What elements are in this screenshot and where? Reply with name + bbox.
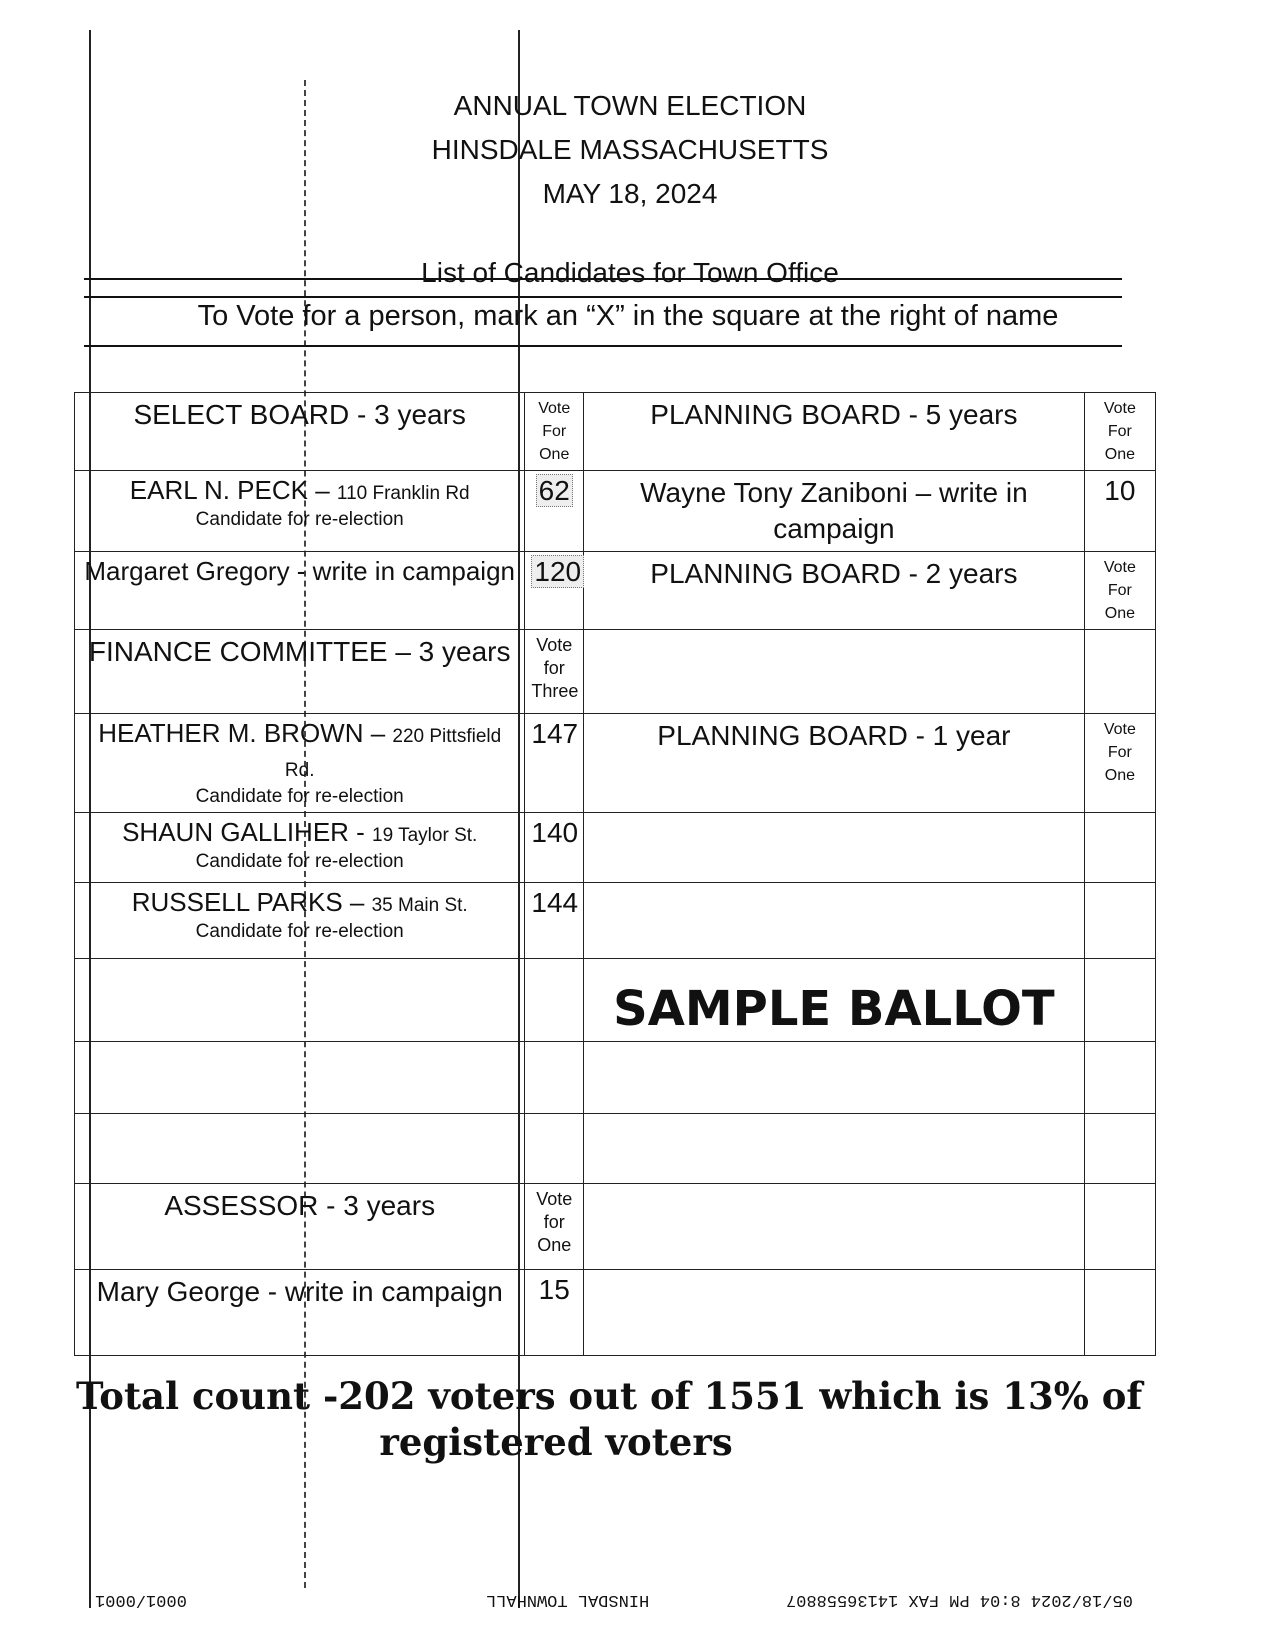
vote-count-box[interactable]: 140 xyxy=(525,813,584,883)
rule-lower xyxy=(84,345,1122,347)
office-planning-1: PLANNING BOARD - 1 year xyxy=(584,714,1085,813)
header-line3: MAY 18, 2024 xyxy=(542,178,718,209)
ballot-table xyxy=(74,392,1156,1356)
fax-footer-right: 0001/0001 xyxy=(95,1590,187,1609)
vote-box[interactable] xyxy=(1084,883,1155,959)
vote-count-box[interactable]: 147 xyxy=(525,714,584,813)
header-line1: ANNUAL TOWN ELECTION xyxy=(453,90,807,121)
vote-box[interactable] xyxy=(1084,630,1155,714)
total-count-line1: Total count -202 voters out of 1551 which is 13% of xyxy=(76,1374,1143,1418)
table-row xyxy=(75,714,1156,813)
table-row xyxy=(75,1270,1156,1356)
vote-box[interactable] xyxy=(1084,1114,1155,1184)
candidate-cell: RUSSELL PARKS – 35 Main St. Candidate for re-election xyxy=(75,883,525,959)
vote-count-box[interactable]: 10 xyxy=(1084,471,1155,552)
vote-box[interactable] xyxy=(1084,1270,1155,1356)
vote-box[interactable] xyxy=(525,1042,584,1114)
vote-box[interactable] xyxy=(1084,1184,1155,1270)
total-count-line2: registered voters xyxy=(379,1420,733,1464)
fax-footer-center: HINSDAL TOWNHALL xyxy=(486,1590,650,1609)
office-select-board: SELECT BOARD - 3 years xyxy=(75,393,525,471)
office-finance-committee: FINANCE COMMITTEE – 3 years xyxy=(75,630,525,714)
vote-for-one-label: Vote For One xyxy=(1084,714,1155,813)
empty-cell xyxy=(75,959,525,1042)
vote-for-one-label: Vote For One xyxy=(1084,393,1155,471)
vote-count-box[interactable]: 62 xyxy=(525,471,584,552)
document-subtitle: List of Candidates for Town Office xyxy=(421,257,839,288)
document-header xyxy=(390,84,870,216)
table-row xyxy=(75,1042,1156,1114)
vote-for-one-label: Vote for One xyxy=(525,1184,584,1270)
empty-cell xyxy=(584,883,1085,959)
sample-ballot-label: SAMPLE BALLOT xyxy=(613,981,1055,1037)
vote-count-box[interactable]: 15 xyxy=(525,1270,584,1356)
rule-top xyxy=(84,278,1122,280)
candidate-cell: Mary George - write in campaign xyxy=(75,1270,525,1356)
vote-box[interactable] xyxy=(1084,1042,1155,1114)
empty-cell xyxy=(584,1042,1085,1114)
empty-cell xyxy=(584,1114,1085,1184)
rule-upper xyxy=(84,296,1122,298)
candidate-cell: SHAUN GALLIHER - 19 Taylor St. Candidate for re-election xyxy=(75,813,525,883)
empty-cell xyxy=(584,1184,1085,1270)
table-row xyxy=(75,883,1156,959)
empty-cell xyxy=(584,1270,1085,1356)
vote-for-one-label: Vote For One xyxy=(525,393,584,471)
table-row xyxy=(75,813,1156,883)
office-assessor: ASSESSOR - 3 years xyxy=(75,1184,525,1270)
candidate-cell: Margaret Gregory - write in campaign xyxy=(75,552,525,630)
candidate-cell: Wayne Tony Zaniboni – write in campaign xyxy=(584,471,1085,552)
empty-cell xyxy=(75,1042,525,1114)
vote-count-box[interactable]: 144 xyxy=(525,883,584,959)
vote-box[interactable] xyxy=(525,1114,584,1184)
header-line2: HINSDALE MASSACHUSETTS xyxy=(431,134,829,165)
vote-box[interactable] xyxy=(1084,813,1155,883)
empty-cell xyxy=(75,1114,525,1184)
vote-for-one-label: Vote For One xyxy=(1084,552,1155,630)
office-planning-5: PLANNING BOARD - 5 years xyxy=(584,393,1085,471)
fax-footer-left: 05/18/2024 8:04 PM FAX 14136558807 xyxy=(786,1590,1133,1609)
table-row xyxy=(75,1184,1156,1270)
table-row xyxy=(75,630,1156,714)
table-row xyxy=(75,393,1156,471)
sample-ballot-cell xyxy=(584,959,1085,1042)
candidate-cell: EARL N. PECK – 110 Franklin Rd Candidate for re-election xyxy=(75,471,525,552)
voting-instruction: To Vote for a person, mark an “X” in the square at the right of name xyxy=(197,300,1059,332)
table-row xyxy=(75,552,1156,630)
table-row xyxy=(75,1114,1156,1184)
empty-cell xyxy=(584,813,1085,883)
vote-count-box[interactable]: 120 xyxy=(525,552,584,630)
table-row xyxy=(75,959,1156,1042)
vote-for-three-label: Vote for Three xyxy=(525,630,584,714)
empty-cell xyxy=(584,630,1085,714)
candidate-cell: HEATHER M. BROWN – 220 Pittsfield Rd. Candidate for re-election xyxy=(75,714,525,813)
vote-box[interactable] xyxy=(525,959,584,1042)
table-row xyxy=(75,471,1156,552)
office-planning-2: PLANNING BOARD - 2 years xyxy=(584,552,1085,630)
vote-box[interactable] xyxy=(1084,959,1155,1042)
total-count xyxy=(76,1373,1166,1465)
